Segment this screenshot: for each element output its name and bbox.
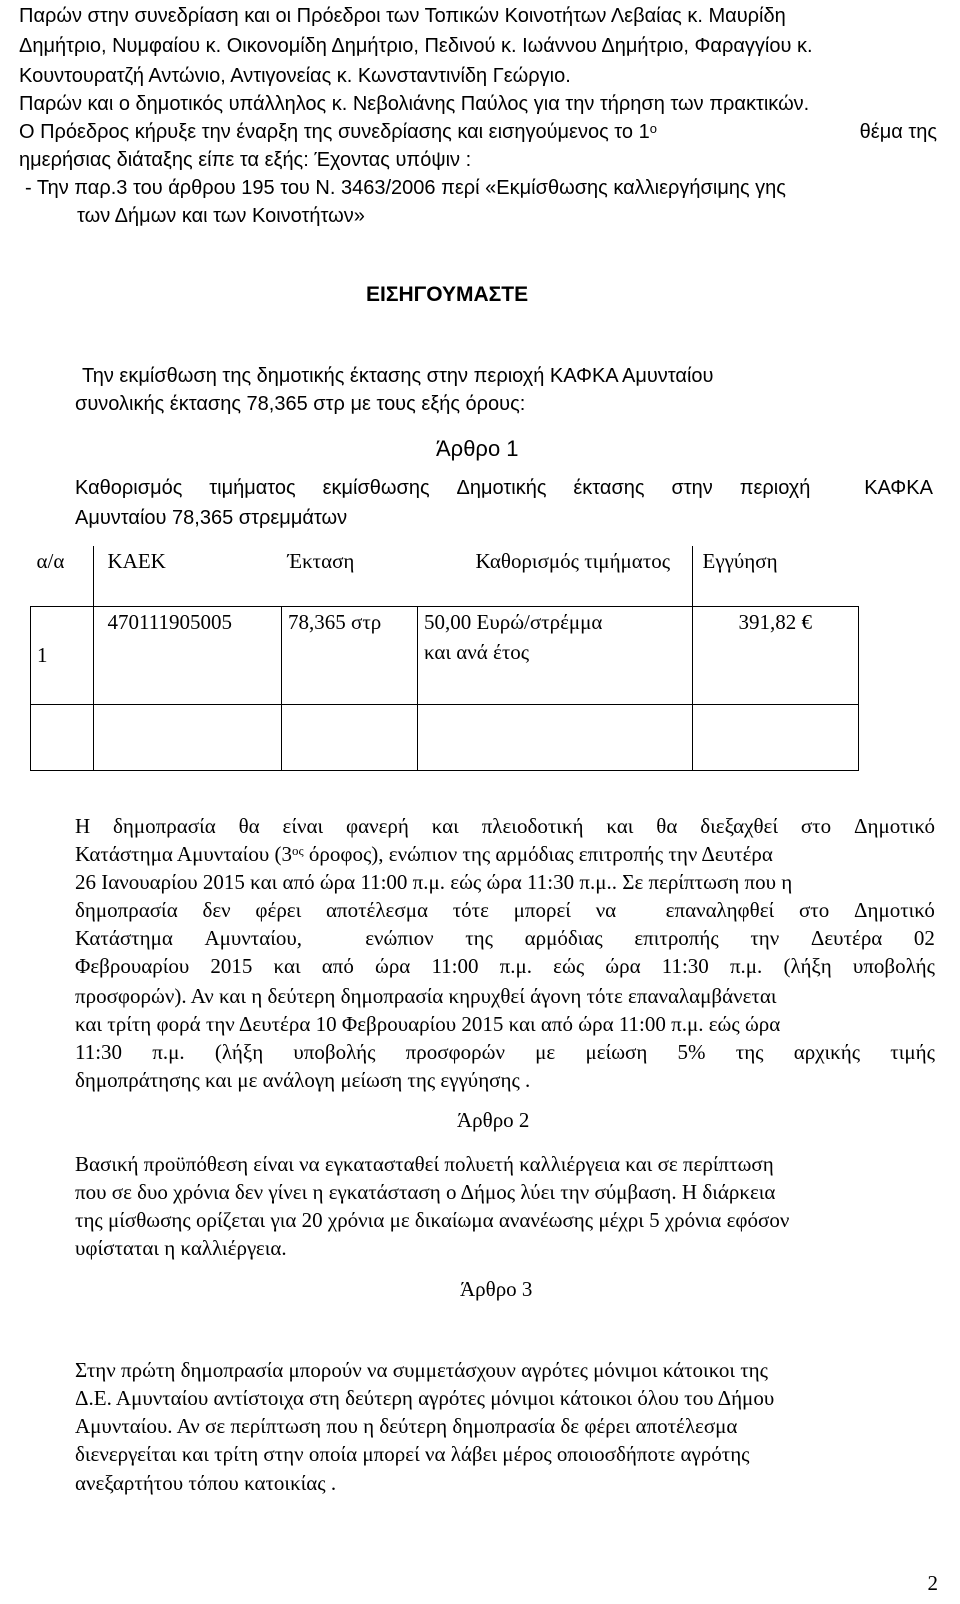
- article-1-word: περιοχή: [739, 477, 811, 499]
- auction-word: της: [465, 926, 493, 950]
- auction-word: Δημοτικό: [853, 814, 935, 838]
- auction-word: επαναληφθεί: [665, 898, 775, 922]
- auction-word: 11:30: [661, 954, 709, 978]
- auction-word: μπορεί: [513, 898, 571, 922]
- header-price: Καθορισμός τιμήματος: [475, 549, 671, 573]
- article-3-line-5: ανεξαρτήτου τόπου κατοικίας .: [75, 1471, 337, 1495]
- auction-word: φέρει: [255, 898, 302, 922]
- auction-line: [75, 952, 935, 981]
- auction-word: και: [606, 814, 634, 838]
- auction-line: [75, 896, 935, 925]
- article-1-word: εκμίσθωσης: [322, 477, 430, 499]
- article-1-line-2: Αμυνταίου 78,365 στρεμμάτων: [75, 507, 348, 529]
- article-1-word: ΚΑΦΚΑ: [864, 477, 933, 499]
- auction-word: Η: [75, 814, 91, 838]
- header-aa: α/α: [31, 546, 94, 606]
- auction-word: και: [273, 954, 301, 978]
- intro-line-1: Παρών στην συνεδρίαση και οι Πρόεδροι των Τοπικών Κοινοτήτων Λεβαίας κ. Μαυρίδη: [19, 5, 786, 27]
- table-row: [31, 606, 859, 704]
- auction-word: αποτέλεσμα: [326, 898, 428, 922]
- auction-word: ώρα: [375, 954, 411, 978]
- auction-word: θα: [238, 814, 260, 838]
- article-2-title: Άρθρο 2: [457, 1108, 530, 1132]
- president-line-2: ημερήσιας διάταξης είπε τα εξής: Έχοντας υπόψιν :: [19, 149, 472, 171]
- article-1-word: Καθορισμός: [75, 477, 183, 499]
- auction-line: [75, 812, 935, 841]
- header-guarantee: Εγγύηση: [692, 546, 859, 606]
- auction-line: Κατάστημα Αμυνταίου ($3^{o\varsigma}$ όροφος), ενώπιον της αρμόδιας επιτροπής την Δευτέρα: [75, 842, 773, 866]
- auction-line: δημοπράτησης και με ανάλογη μείωση της εγγύησης .: [75, 1068, 531, 1092]
- table-header-row: [31, 546, 859, 606]
- auction-word: π.μ.: [152, 1040, 185, 1064]
- article-1-word: τιμήματος: [209, 477, 296, 499]
- auction-line: [75, 924, 935, 953]
- auction-word: (λήξη: [783, 954, 832, 978]
- auction-word: διεξαχθεί: [700, 814, 778, 838]
- auction-line: 26 Ιανουαρίου 2015 και από ώρα 11:00 π.μ. εώς ώρα 11:30 π.μ.. Σε περίπτωση που η: [75, 870, 793, 894]
- table-empty-row: [31, 704, 859, 770]
- article-1-title: Άρθρο 1: [436, 436, 519, 461]
- auction-word: Δευτέρα: [810, 926, 883, 950]
- article-1-word: στην: [671, 477, 713, 499]
- president-bullet-2: των Δήμων και των Κοινοτήτων»: [77, 205, 365, 227]
- intro-line-3: Κουντουρατζή Αντώνιο, Αντιγονείας κ. Κωνσταντινίδη Γεώργιο.: [19, 65, 571, 87]
- auction-word: πλειοδοτική: [481, 814, 584, 838]
- auction-word: Δημοτικό: [853, 898, 935, 922]
- article-2-line-1: Βασική προϋπόθεση είναι να εγκατασταθεί πολυετή καλλιέργεια και σε περίπτωση: [75, 1152, 774, 1176]
- auction-word: 02: [913, 926, 935, 950]
- auction-word: επιτροπής: [634, 926, 719, 950]
- empty-cell: [282, 704, 418, 770]
- auction-word: να: [595, 898, 617, 922]
- header-area: Έκταση: [287, 549, 355, 573]
- intro-line-4: Παρών και ο δημοτικός υπάλληλος κ. Νεβολιάνης Παύλος για την τήρηση των πρακτικών.: [19, 93, 810, 115]
- empty-cell: [418, 704, 693, 770]
- auction-word: ενώπιον: [365, 926, 434, 950]
- terms-table: [30, 546, 859, 771]
- auction-word: υποβολής: [293, 1040, 376, 1064]
- auction-word: δημοπρασία: [113, 814, 216, 838]
- auction-word: στο: [798, 898, 830, 922]
- cell-price: 50,00 Ευρώ/στρέμμα και ανά έτος: [418, 606, 693, 704]
- auction-word: ώρα: [605, 954, 641, 978]
- auction-word: αρμόδιας: [524, 926, 603, 950]
- auction-word: και: [431, 814, 459, 838]
- auction-word: 11:00: [431, 954, 479, 978]
- auction-word: δεν: [202, 898, 231, 922]
- auction-word: είναι: [282, 814, 324, 838]
- auction-word: την: [750, 926, 780, 950]
- auction-line: [75, 1038, 935, 1067]
- auction-line: και τρίτη φορά την Δευτέρα 10 Φεβρουαρίου 2015 και από ώρα 11:00 π.μ. εώς ώρα: [75, 1012, 781, 1036]
- cell-guarantee: 391,82 €: [692, 606, 859, 704]
- president-line-1: Ο Πρόεδρος κήρυξε την έναρξη της συνεδρίασης και εισηγούμενος το $1^o$ θέμα της: [19, 121, 937, 143]
- auction-word: θα: [656, 814, 678, 838]
- auction-word: τότε: [452, 898, 489, 922]
- auction-word: δημοπρασία: [75, 898, 178, 922]
- auction-word: 2015: [210, 954, 253, 978]
- auction-word: εώς: [553, 954, 585, 978]
- auction-word: με: [535, 1040, 556, 1064]
- auction-word: υποβολής: [852, 954, 935, 978]
- proposal-line-1: Την εκμίσθωση της δημοτικής έκτασης στην περιοχή ΚΑΦΚΑ Αμυνταίου: [82, 365, 714, 387]
- article-3-line-1: Στην πρώτη δημοπρασία μπορούν να συμμετάσχουν αγρότες μόνιμοι κάτοικοι της: [75, 1358, 768, 1382]
- article-1-word: Δημοτικής: [456, 477, 547, 499]
- empty-cell: [93, 704, 282, 770]
- cell-kaek: 470111905005: [93, 606, 282, 704]
- auction-word: Φεβρουαρίου: [75, 954, 190, 978]
- page-number: 2: [927, 1571, 938, 1595]
- article-3-title: Άρθρο 3: [460, 1277, 533, 1301]
- auction-word: στο: [800, 814, 832, 838]
- auction-word: 5%: [677, 1040, 706, 1064]
- auction-word: Αμυνταίου,: [204, 926, 303, 950]
- auction-word: (λήξη: [214, 1040, 264, 1064]
- cell-area: 78,365 στρ: [282, 606, 418, 704]
- header-kaek: ΚΑΕΚ: [107, 549, 166, 573]
- article-2-line-2: που σε δυο χρόνια δεν γίνει η εγκατάσταση ο Δήμος λύει την σύμβαση. Η διάρκεια: [75, 1180, 776, 1204]
- article-1-word: έκτασης: [573, 477, 645, 499]
- auction-word: φανερή: [346, 814, 409, 838]
- article-2-line-3: της μίσθωσης ορίζεται για 20 χρόνια με δικαίωμα ανανέωσης μέχρι 5 χρόνια εφόσον: [75, 1208, 790, 1232]
- president-bullet-1: - Την παρ.3 του άρθρου 195 του Ν. 3463/2006 περί «Εκμίσθωσης καλλιεργήσιμης γης: [25, 177, 786, 199]
- auction-word: Κατάστημα: [75, 926, 173, 950]
- empty-cell: [31, 704, 94, 770]
- heading: ΕΙΣΗΓΟΥΜΑΣΤΕ: [366, 283, 529, 306]
- auction-line: προσφορών). Αν και η δεύτερη δημοπρασία κηρυχθεί άγονη τότε επαναλαμβάνεται: [75, 984, 777, 1008]
- auction-word: μείωση: [585, 1040, 648, 1064]
- article-2-line-4: υφίσταται η καλλιέργεια.: [75, 1236, 287, 1260]
- auction-word: προσφορών: [405, 1040, 505, 1064]
- auction-word: 11:30: [75, 1040, 123, 1064]
- empty-cell: [692, 704, 859, 770]
- cell-aa: 1: [31, 606, 94, 704]
- article-3-line-3: Αμυνταίου. Αν σε περίπτωση που η δεύτερη δημοπρασία δε φέρει αποτέλεσμα: [75, 1414, 738, 1438]
- auction-word: π.μ.: [729, 954, 763, 978]
- auction-word: της: [735, 1040, 764, 1064]
- auction-word: από: [321, 954, 354, 978]
- auction-word: τιμής: [890, 1040, 935, 1064]
- intro-line-2: Δημήτριο, Νυμφαίου κ. Οικονομίδη Δημήτριο, Πεδινού κ. Ιωάννου Δημήτριο, Φαραγγίου κ.: [19, 35, 813, 57]
- auction-word: π.μ.: [499, 954, 533, 978]
- article-3-line-4: διενεργείται και τρίτη στην οποία μπορεί να λάβει μέρος οποιοσδήποτε αγρότης: [75, 1442, 750, 1466]
- article-3-line-2: Δ.Ε. Αμυνταίου αντίστοιχα στη δεύτερη αγρότες μόνιμοι κάτοικοι όλου του Δήμου: [75, 1386, 775, 1410]
- auction-word: αρχικής: [793, 1040, 861, 1064]
- proposal-line-2: συνολικής έκτασης 78,365 στρ με τους εξής όρους:: [75, 393, 526, 415]
- article-1-line-1: [75, 474, 933, 503]
